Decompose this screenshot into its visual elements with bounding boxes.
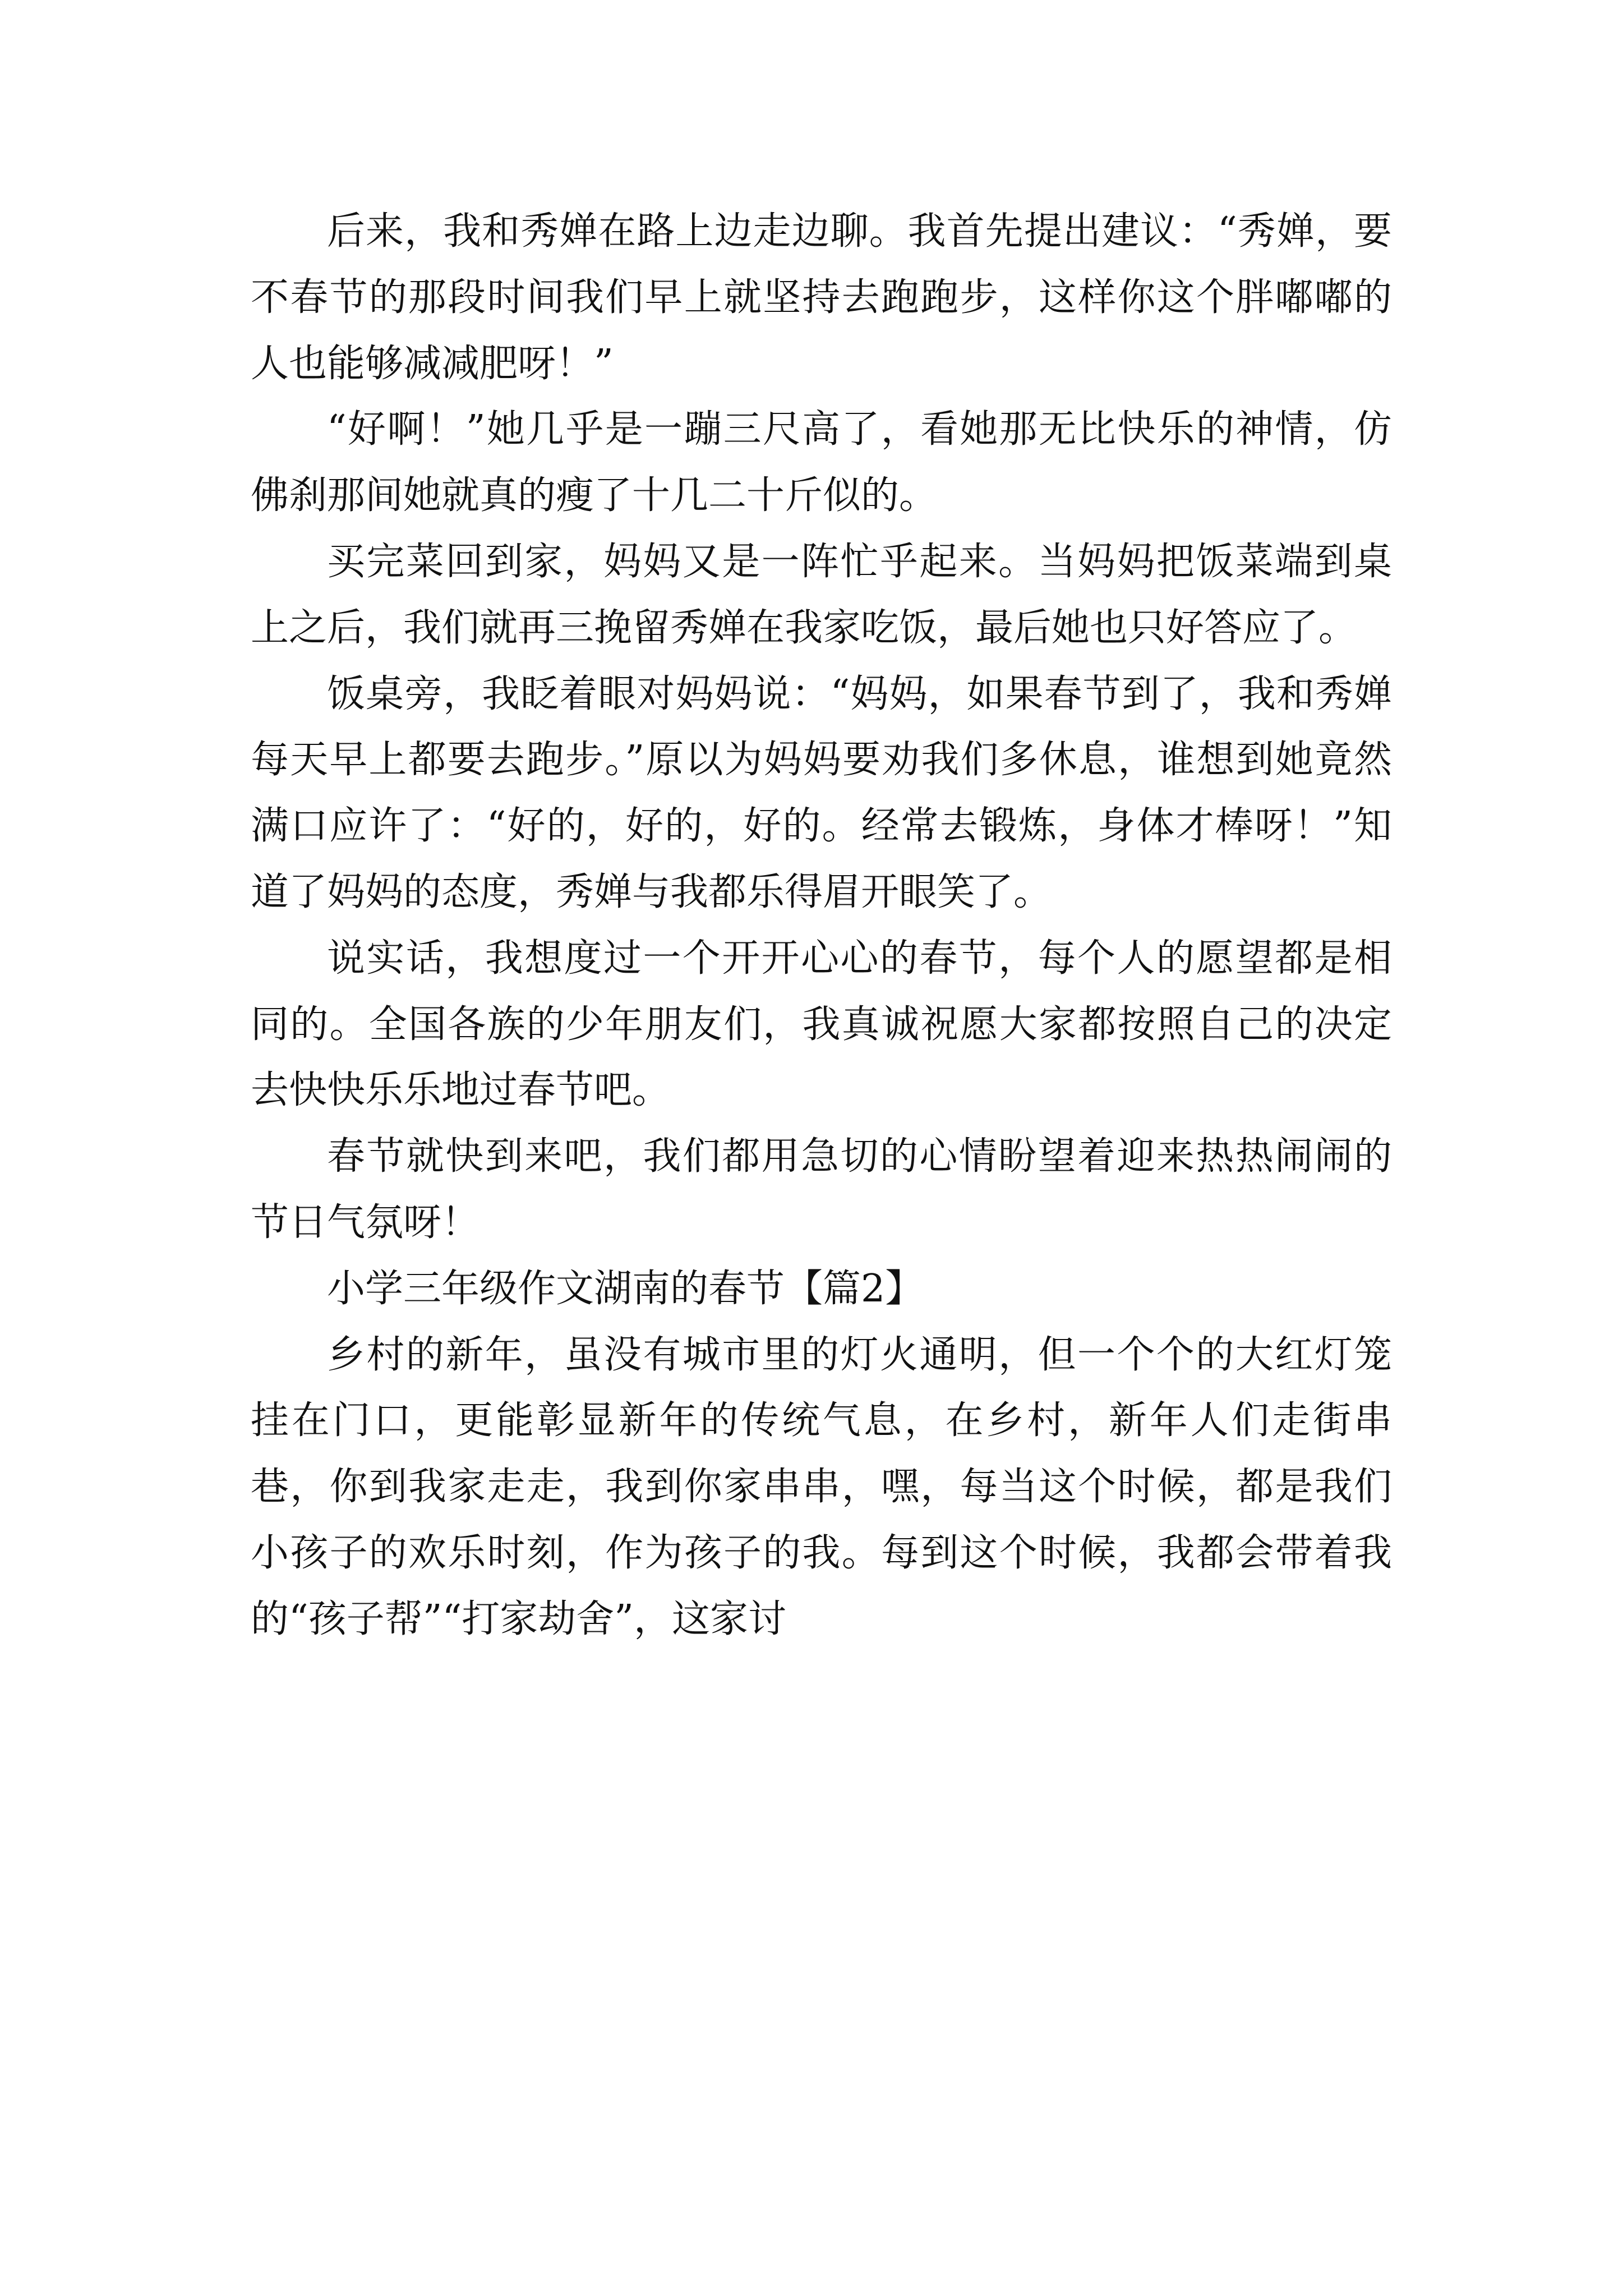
paragraph-3: 买完菜回到家，妈妈又是一阵忙乎起来。当妈妈把饭菜端到桌上之后，我们就再三挽留秀婵在我家吃饭，最后她也只好答应了。	[251, 539, 1392, 650]
section-heading: 小学三年级作文湖南的春节【篇2】	[327, 1266, 924, 1311]
paragraph-1: 后来，我和秀婵在路上边走边聊。我首先提出建议：“秀婵，要不春节的那段时间我们早上就坚持去跑跑步，这样你这个胖嘟嘟的人也能够减减肥呀！”	[251, 209, 1393, 386]
paragraph-5: 说实话，我想度过一个开开心心的春节，每个人的愿望都是相同的。全国各族的少年朋友们，我真诚祝愿大家都按照自己的决定去快快乐乐地过春节吧。	[251, 936, 1392, 1113]
document-body	[251, 199, 1392, 1653]
paragraph-2: “好啊！”她几乎是一蹦三尺高了，看她那无比快乐的神情，仿佛刹那间她就真的瘦了十几二十斤似的。	[251, 407, 1392, 518]
paragraph-4: 饭桌旁，我眨着眼对妈妈说：“妈妈，如果春节到了，我和秀婵每天早上都要去跑步。”原以为妈妈要劝我们多休息，谁想到她竟然满口应许了：“好的，好的，好的。经常去锻炼，身体才棒呀！”知道了妈妈的态度，秀婵与我都乐得眉开眼笑了。	[251, 671, 1392, 914]
paragraph-7: 乡村的新年，虽没有城市里的灯火通明，但一个个的大红灯笼挂在门口，更能彰显新年的传统气息，在乡村，新年人们走街串巷，你到我家走走，我到你家串串，嘿，每当这个时候，都是我们小孩子的欢乐时刻，作为孩子的我。每到这个时候，我都会带着我的“孩子帮”“打家劫舍”，这家讨	[251, 1332, 1392, 1641]
paragraph-6: 春节就快到来吧，我们都用急切的心情盼望着迎来热热闹闹的节日气氛呀！	[251, 1134, 1392, 1245]
